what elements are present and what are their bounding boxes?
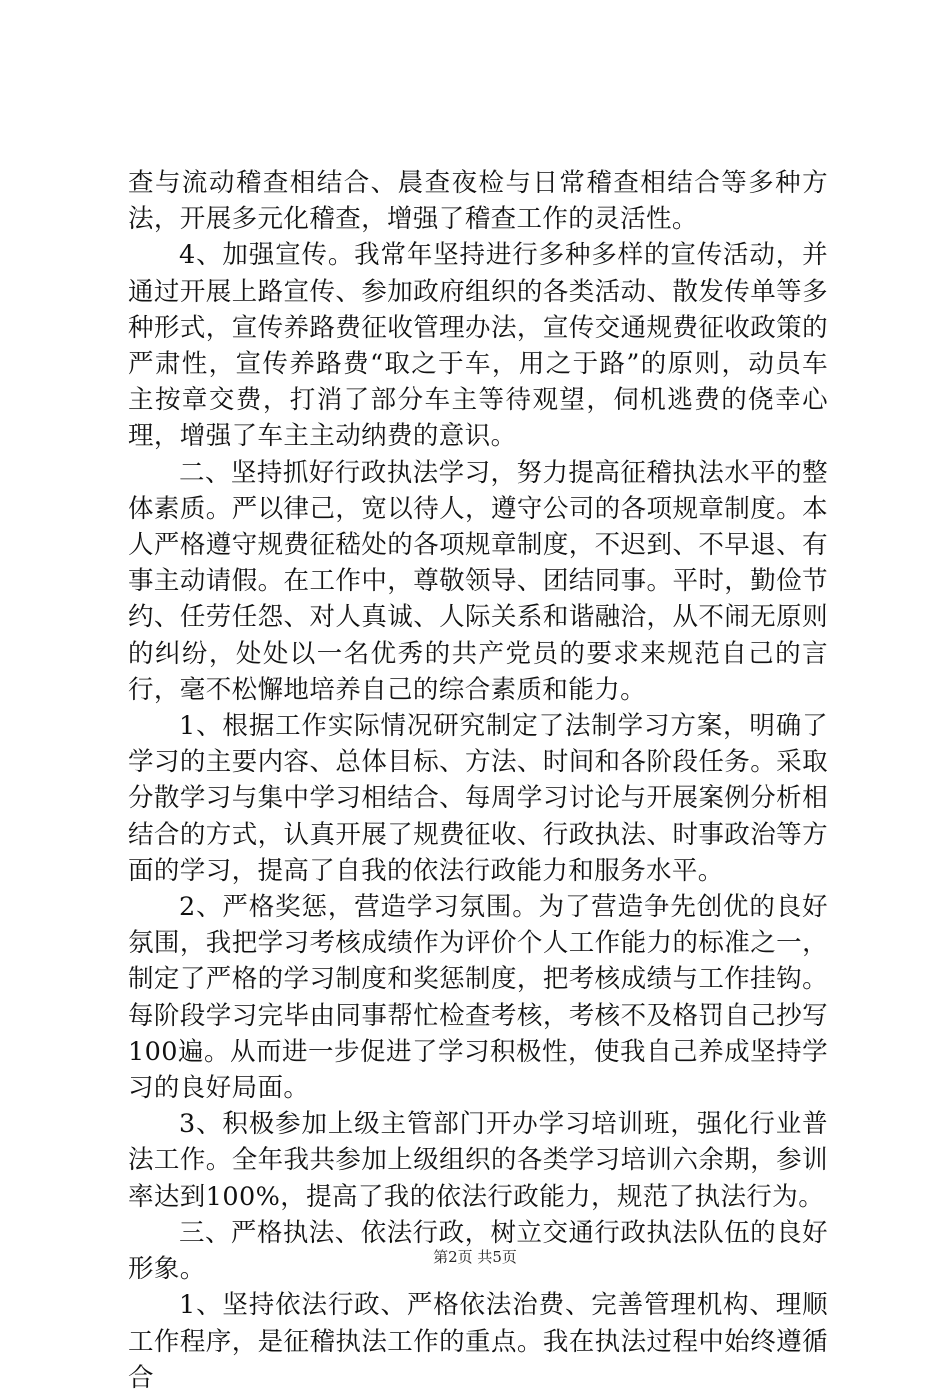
page-number-footer: 第2页 共5页 (433, 1248, 517, 1266)
paragraph-training: 3、积极参加上级主管部门开办学习培训班，强化行业普法工作。全年我共参加上级组织的各类学习培训六余期，参训率达到100%，提高了我的依法行政能力，规范了执法行为。 (128, 1109, 828, 1212)
paragraph-study-plan: 1、根据工作实际情况研究制定了法制学习方案，明确了学习的主要内容、总体目标、方法、时间和各阶段任务。采取分散学习与集中学习相结合、每周学习讨论与开展案例分析相结合的方式，认真开展了规费征收、行政执法、时事政治等方面的学习，提高了自我的依法行政能力和服务水平。 (128, 711, 828, 886)
document-body (128, 165, 828, 1396)
paragraph-section-two: 二、坚持抓好行政执法学习，努力提高征稽执法水平的整体素质。严以律己，宽以待人，遵守公司的各项规章制度。本人严格遵守规费征嵇处的各项规章制度，不迟到、不早退、有事主动请假。在工作中，尊敬领导、团结同事。平时，勤俭节约、任劳任怨、对人真诚、人际关系和谐融洽，从不闹无原则的纠纷，处处以一名优秀的共产党员的要求来规范自己的言行，毫不松懈地培养自己的综合素质和能力。 (128, 457, 828, 705)
paragraph-publicity: 4、加强宣传。我常年坚持进行多种多样的宣传活动，并通过开展上路宣传、参加政府组织的各类活动、散发传单等多种形式，宣传养路费征收管理办法，宣传交通规费征收政策的严肃性，宣传养路费“取之于车，用之于路”的原则，动员车主按章交费，打消了部分车主等待观望，伺机逃费的侥幸心理，增强了车主主动纳费的意识。 (128, 240, 828, 452)
paragraph-rewards-penalties: 2、严格奖惩，营造学习氛围。为了营造争先创优的良好氛围，我把学习考核成绩作为评价个人工作能力的标准之一，制定了严格的学习制度和奖惩制度，把考核成绩与工作挂钩。每阶段学习完毕由同事帮忙检查考核，考核不及格罚自己抄写100遍。从而进一步促进了学习积极性，使我自己养成坚持学习的良好局面。 (128, 892, 828, 1104)
paragraph-section-three: 三、严格执法、依法行政，树立交通行政执法队伍的良好形象。 (128, 1217, 828, 1285)
paragraph-continued: 查与流动稽查相结合、晨查夜检与日常稽查相结合等多种方法，开展多元化稽查，增强了稽查工作的灵活性。 (128, 168, 828, 235)
paragraph-lawful-administration: 1、坚持依法行政、严格依法治费、完善管理机构、理顺工作程序，是征稽执法工作的重点。我在执法过程中始终遵循合 (128, 1290, 828, 1393)
